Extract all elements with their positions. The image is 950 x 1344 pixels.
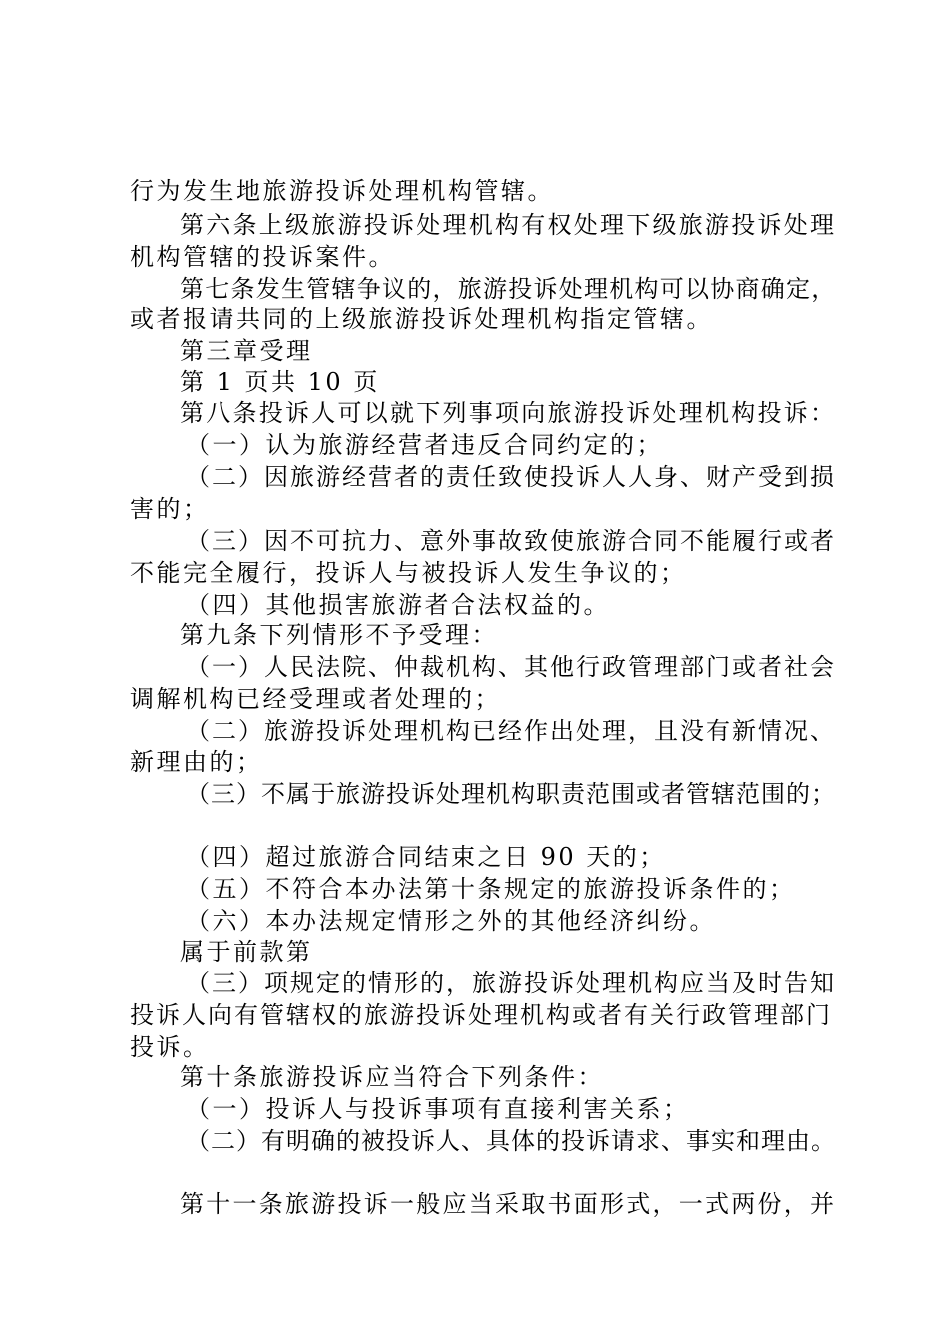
text-line-22: （五）不符合本办法第十条规定的旅游投诉条件的； (186, 875, 796, 903)
text-line-3: 机构管辖的投诉案件。 (130, 243, 395, 271)
text-line-23: （六）本办法规定情形之外的其他经济纠纷。 (186, 907, 716, 935)
text-line-5: 或者报请共同的上级旅游投诉处理机构指定管辖。 (130, 305, 713, 333)
text-line-25: （三）项规定的情形的，旅游投诉处理机构应当及时告知 (186, 969, 836, 997)
text-line-2: 第六条上级旅游投诉处理机构有权处理下级旅游投诉处理 (180, 211, 837, 239)
text-line-17: 调解机构已经受理或者处理的； (130, 685, 501, 713)
text-line-11: 害的； (130, 495, 210, 523)
text-line-8: 第八条投诉人可以就下列事项向旅游投诉处理机构投诉： (180, 399, 837, 427)
text-line-4: 第七条发生管辖争议的，旅游投诉处理机构可以协商确定， (180, 275, 837, 303)
page-number: 第 1 页共 10 页 (180, 368, 380, 396)
text-line-24: 属于前款第 (180, 938, 313, 966)
text-line-30: （二）有明确的被投诉人、具体的投诉请求、事实和理由。 (186, 1127, 836, 1155)
text-line-12: （三）因不可抗力、意外事故致使旅游合同不能履行或者 (186, 527, 836, 555)
text-line-9: （一）认为旅游经营者违反合同约定的； (186, 431, 663, 459)
text-line-18: （二）旅游投诉处理机构已经作出处理，且没有新情况、 (186, 717, 836, 745)
text-line-21: （四）超过旅游合同结束之日 90 天的； (186, 843, 666, 871)
text-line-14: （四）其他损害旅游者合法权益的。 (186, 591, 610, 619)
text-line-27: 投诉。 (130, 1033, 210, 1061)
text-line-26: 投诉人向有管辖权的旅游投诉处理机构或者有关行政管理部门 (130, 1001, 832, 1029)
chapter-heading: 第三章受理 (180, 337, 313, 365)
text-line-28: 第十条旅游投诉应当符合下列条件： (180, 1063, 604, 1091)
text-line-15: 第九条下列情形不予受理： (180, 621, 498, 649)
text-line-20: （三）不属于旅游投诉处理机构职责范围或者管辖范围的； (186, 780, 836, 808)
text-line-16: （一）人民法院、仲裁机构、其他行政管理部门或者社会 (186, 653, 836, 681)
text-line-1: 行为发生地旅游投诉处理机构管辖。 (130, 177, 554, 205)
text-line-13: 不能完全履行，投诉人与被投诉人发生争议的； (130, 559, 687, 587)
text-line-29: （一）投诉人与投诉事项有直接利害关系； (186, 1095, 690, 1123)
text-line-10: （二）因旅游经营者的责任致使投诉人人身、财产受到损 (186, 463, 836, 491)
text-line-19: 新理由的； (130, 748, 263, 776)
text-line-31: 第十一条旅游投诉一般应当采取书面形式，一式两份，并 (180, 1190, 837, 1218)
